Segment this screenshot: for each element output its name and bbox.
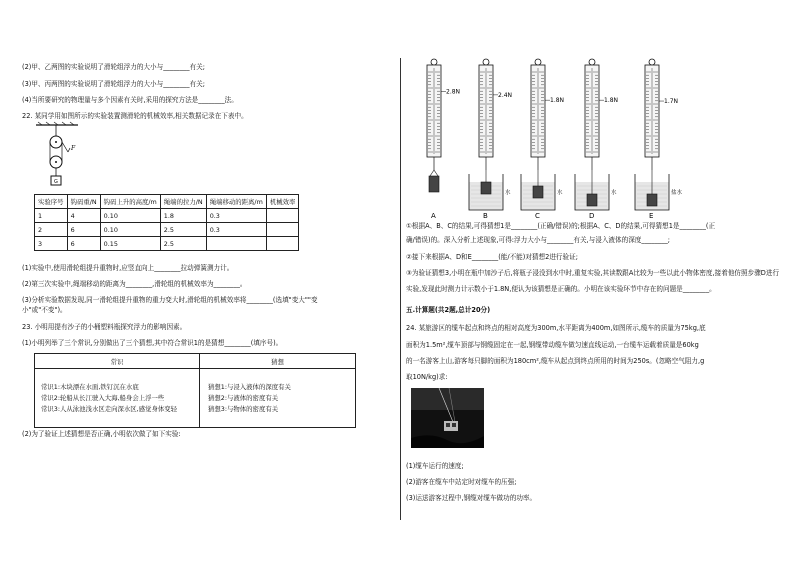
- q23-r4: ③为验证猜想3,小明在瓶中加沙子后,将瓶子浸没到水中时,重复实验,其读数跟A比较为一些以此小物体密度,接着他仿照步骤D进行: [406, 269, 780, 277]
- table-cell: 1.8: [160, 209, 206, 223]
- q24-stem: 24. 某旅游区的缆车起点和终点的相对高度为300m,水平距离为400m,如图所示,缆车的质量为75kg,底: [406, 324, 706, 332]
- hook-ring: [589, 59, 595, 65]
- liquid-label: 水: [505, 190, 511, 196]
- table-cell: 3: [35, 237, 68, 251]
- common-sense-item: 常识2:轮船从长江驶入大海,船身会上浮一些: [41, 393, 165, 402]
- sand-bottle: [533, 186, 543, 198]
- liquid-label: 盐水: [671, 190, 683, 196]
- table-cell: 0.15: [100, 237, 160, 251]
- liquid-label: 水: [611, 190, 617, 196]
- table-header: 钩码上升的高度/m: [100, 195, 160, 209]
- q23-r1: ①根据A、B、C的结果,可得猜想1是________(正确/错误)的;根据A、C、D的结果,可得猜想1是________(正: [406, 222, 716, 230]
- q21-4: (4)当所要研究的物理量与多个因素有关时,采用的探究方法是________法。: [22, 96, 238, 104]
- table-header: 钩码重/N: [67, 195, 100, 209]
- q23-r5: 实验,发现此时测力计示数小于1.8N,便认为该猜想是正确的。小明在该实验环节中存在的问题是________。: [406, 285, 716, 293]
- table-cell: 2: [35, 223, 68, 237]
- table-cell: 4: [67, 209, 100, 223]
- pulley-diagram: [34, 122, 84, 190]
- table-header-row: [35, 195, 299, 209]
- q24-2: (2)游客在缆车中站定时对缆车的压强;: [406, 478, 517, 486]
- liquid-label: 水: [557, 190, 563, 196]
- q22-3-cont: 小"或"不变")。: [22, 306, 67, 314]
- common-sense-item: 常识3:人从泳池浅水区走向深水区,感觉身体变轻: [41, 404, 178, 413]
- q23-2: (2)为了验证上述猜想是否正确,小明依次做了如下实验:: [22, 430, 181, 438]
- hook-ring: [483, 59, 489, 65]
- reading-label: 2.8N: [446, 88, 461, 96]
- guess-item: 猜想2:与液体的密度有关: [208, 393, 279, 402]
- table-cell: [206, 237, 266, 251]
- column-divider: [400, 58, 401, 520]
- figure-letter: B: [483, 212, 488, 220]
- q22-3: (3)分析实验数据发现,同一滑轮组提升重物的重力变大时,滑轮组的机械效率将________(选填"变大""变: [22, 296, 318, 304]
- table-header: 猜想: [200, 354, 356, 369]
- table-cell: [266, 237, 299, 251]
- table-cell: 2.5: [160, 223, 206, 237]
- table-cell: 0.3: [206, 209, 266, 223]
- sand-bottle: [429, 176, 439, 192]
- string: [430, 170, 434, 176]
- figure-letter: A: [431, 212, 436, 220]
- q22-1: (1)实验中,使用滑轮组提升重物时,应竖直向上________拉动弹簧测力计。: [22, 264, 234, 272]
- table-cell: [266, 223, 299, 237]
- svg-text:G: G: [54, 179, 58, 185]
- table-cell: 6: [67, 237, 100, 251]
- guess-item: 猜想1:与浸入液体的深度有关: [208, 382, 291, 391]
- common-sense-table: [34, 353, 356, 428]
- table-cell: [266, 209, 299, 223]
- q23-1: (1)小明列举了三个常识,分别做出了三个猜想,其中符合常识1的是猜想________(填序号)。: [22, 339, 283, 347]
- reading-label: 1.7N: [664, 98, 679, 106]
- q24-stem-2: 面积为1.5m²,缆车顶部与钢缆固定在一起,钢缆带动缆车做匀速直线运动,一台缆车运载着质量是60kg: [406, 341, 699, 349]
- q21-3: (3)甲、丙两图的实验说明了滑轮组浮力的大小与________有关;: [22, 80, 205, 88]
- svg-text:F: F: [71, 145, 76, 152]
- q24-3: (3)运送游客过程中,钢缆对缆车做功的功率。: [406, 494, 537, 502]
- pulley-data-table: [34, 194, 299, 251]
- hook-ring: [535, 59, 541, 65]
- hook-ring: [649, 59, 655, 65]
- table-header: 机械效率: [266, 195, 299, 209]
- table-row: [35, 223, 299, 237]
- string: [434, 170, 438, 176]
- sand-bottle: [587, 194, 597, 206]
- q24-1: (1)缆车运行的速度;: [406, 462, 464, 470]
- table-header: 绳端移动的距离/m: [206, 195, 266, 209]
- table-cell: 0.3: [206, 223, 266, 237]
- reading-label: 2.4N: [498, 91, 513, 99]
- reading-label: 1.8N: [604, 97, 619, 105]
- sand-bottle: [481, 182, 491, 194]
- table-header: 实验序号: [35, 195, 68, 209]
- cable-car-photo: [411, 388, 484, 448]
- sand-bottle: [647, 194, 657, 206]
- table-cell: 2.5: [160, 237, 206, 251]
- table-header: 常识: [35, 354, 200, 369]
- q23-r3: ②接下来根据A、D和E________(能/不能)对猜想2进行验证;: [406, 253, 578, 261]
- q24-stem-4: 取10N/kg)求:: [406, 373, 448, 381]
- common-sense-item: 常识1:木块漂在水面,铁钉沉在水底: [41, 382, 139, 391]
- reading-label: 1.8N: [550, 97, 565, 105]
- spring-scale-figure: [418, 58, 683, 220]
- figure-letter: D: [589, 212, 595, 220]
- figure-letter: C: [535, 212, 540, 220]
- q22-stem: 22. 某同学用如图所示的实验装置测滑轮的机械效率,相关数据记录在下表中。: [22, 112, 248, 120]
- table-row: [35, 237, 299, 251]
- table-cell: 0.10: [100, 223, 160, 237]
- table-header: 绳端的拉力/N: [160, 195, 206, 209]
- figure-letter: E: [649, 212, 654, 220]
- hook-ring: [431, 59, 437, 65]
- guesses-cell: [200, 369, 356, 428]
- table-row: [35, 209, 299, 223]
- table-cell: 1: [35, 209, 68, 223]
- q23-r2: 确/错误)的。深入分析上述现象,可得:浮力大小与________有关,与浸入液体的深度________;: [406, 236, 670, 244]
- section-heading: 五.计算题(共2题,总计20分): [406, 306, 491, 314]
- table-cell: 6: [67, 223, 100, 237]
- commons-cell: [35, 369, 200, 428]
- q24-stem-3: 的一名游客上山,游客每只脚的面积为180cm²,缆车从起点到终点所用的时间为250s。(忽略空气阻力,g: [406, 357, 705, 365]
- q23-stem: 23. 小明用提有沙子的小桶塑料瓶探究浮力的影响因素。: [22, 323, 187, 331]
- guess-item: 猜想3:与物体的密度有关: [208, 404, 279, 413]
- table-cell: 0.10: [100, 209, 160, 223]
- q22-2: (2)第三次实验中,绳端移动的距离为________,滑轮组的机械效率为________。: [22, 280, 247, 288]
- q21-2: (2)甲、乙两图的实验说明了滑轮组浮力的大小与________有关;: [22, 63, 205, 71]
